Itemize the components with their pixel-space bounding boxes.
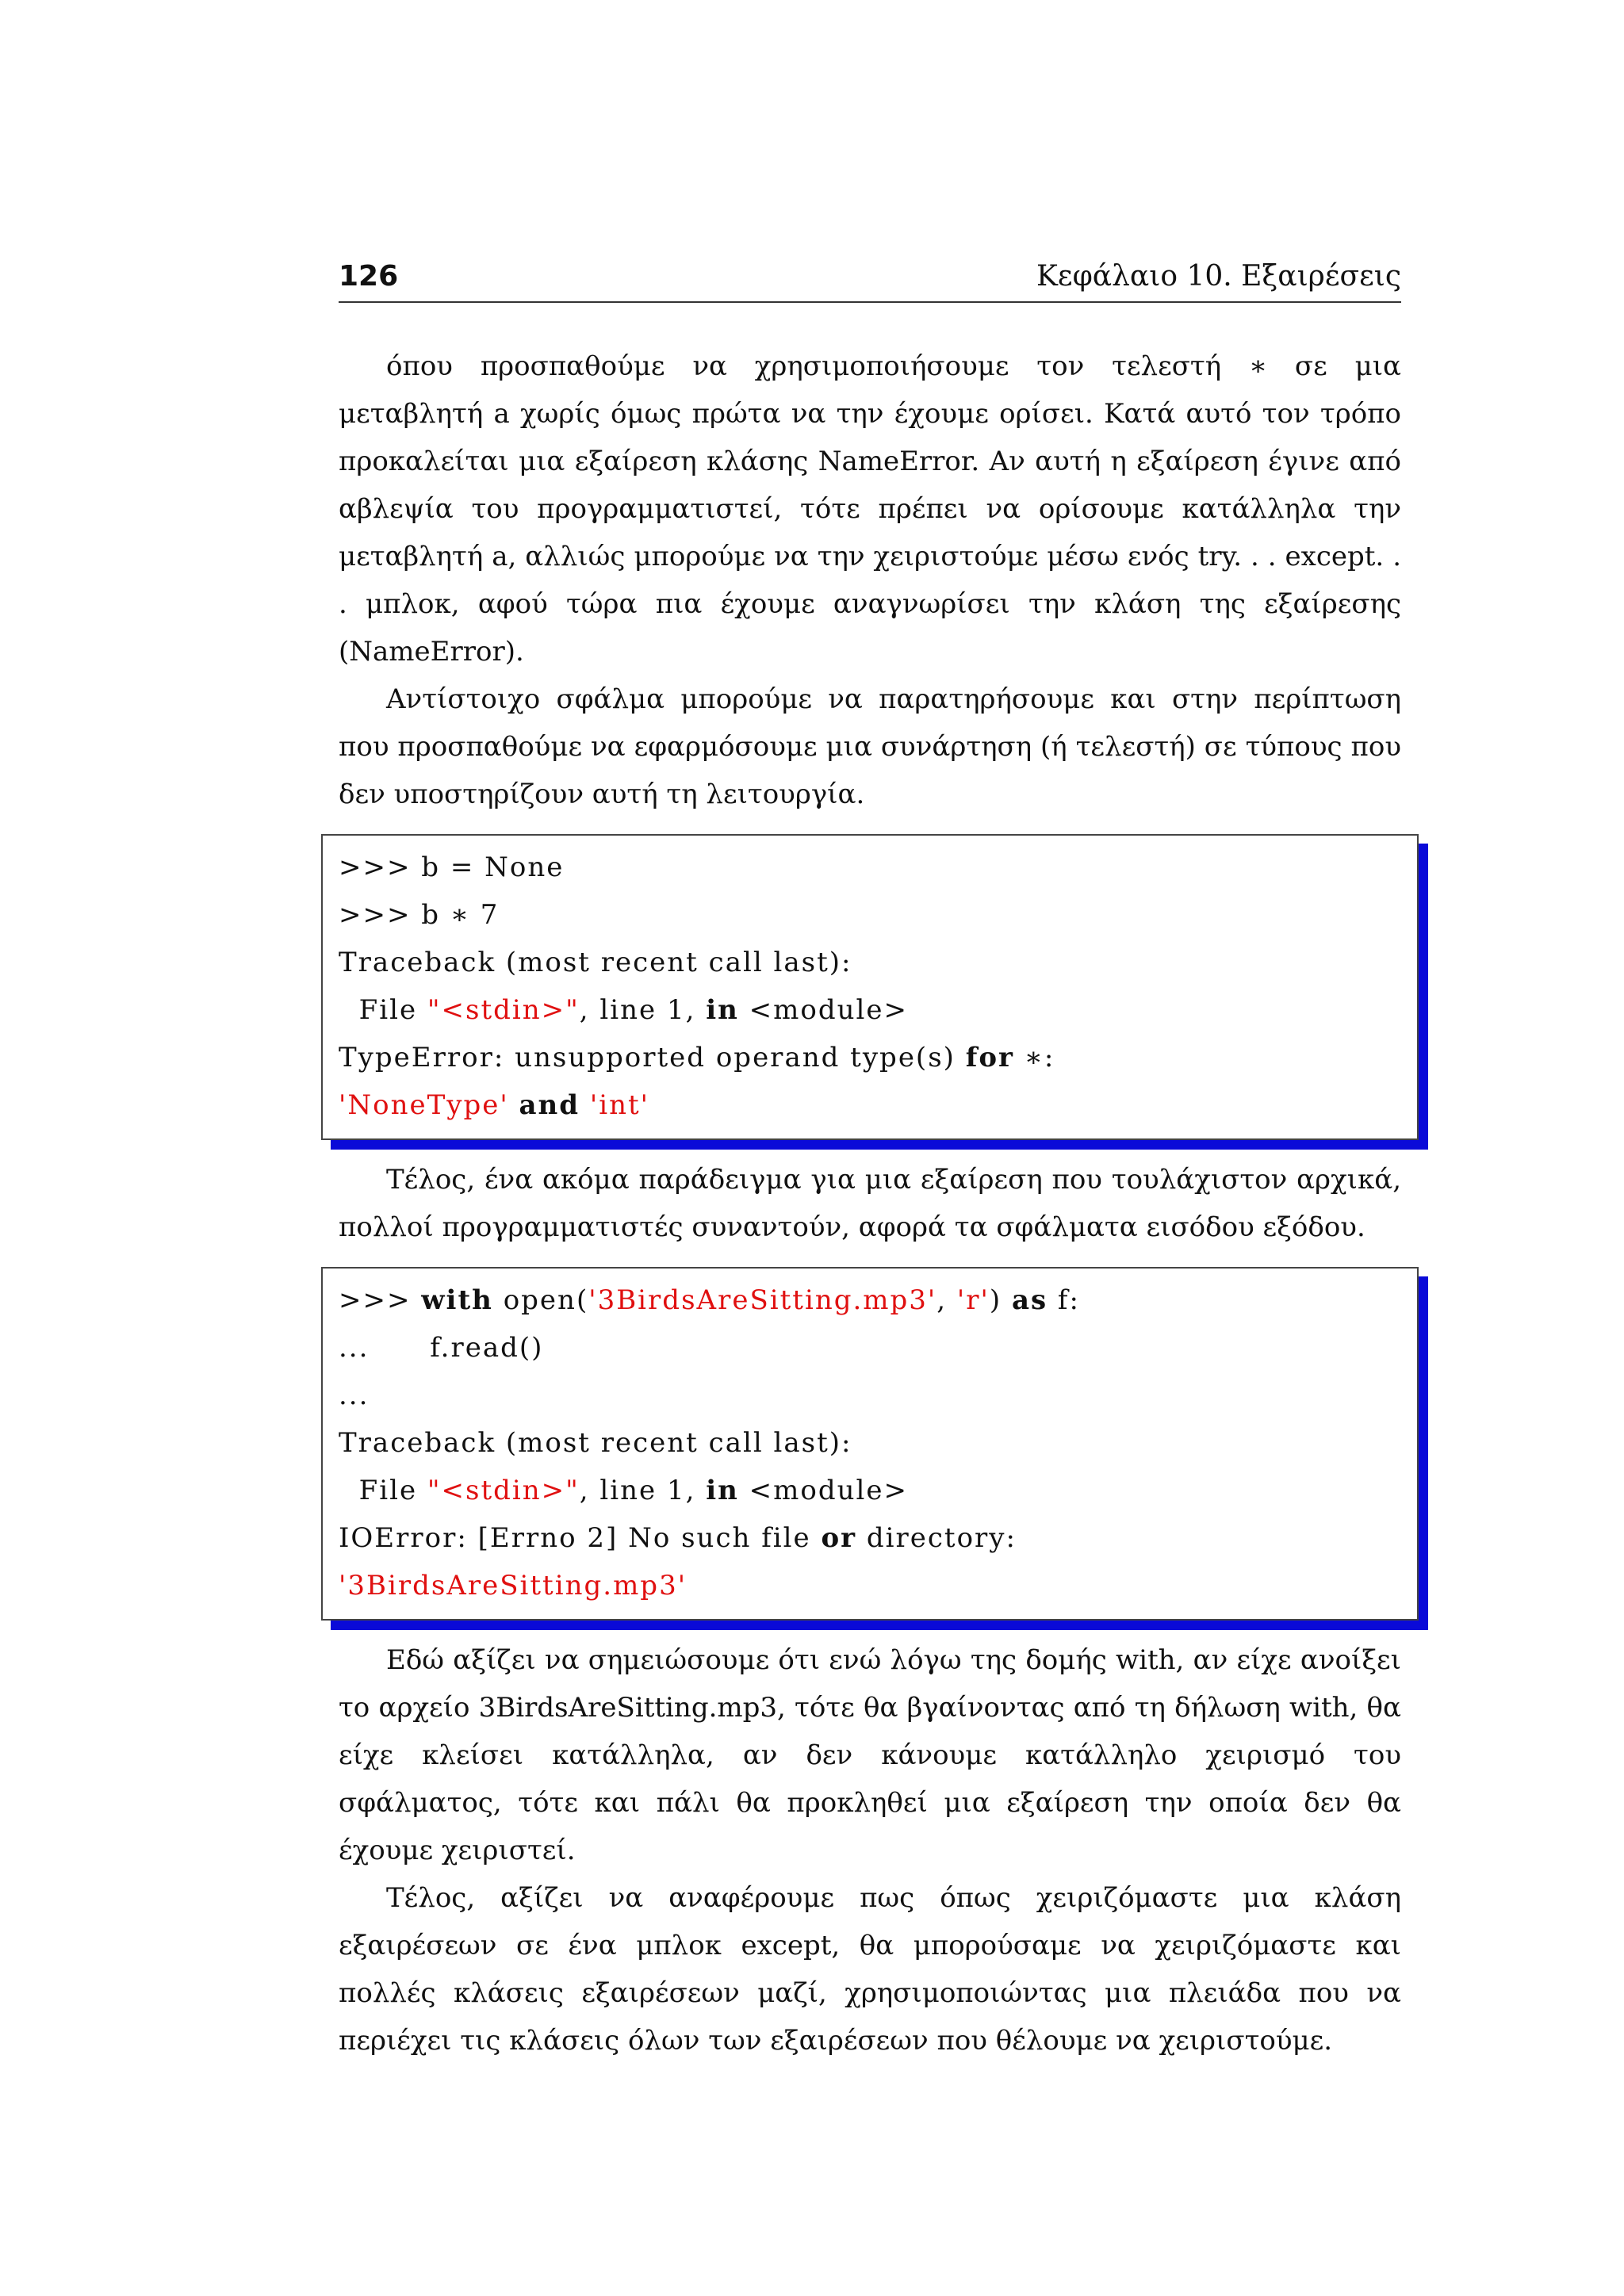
- book-page: [339, 254, 1401, 2064]
- code-block-typeerror: [321, 834, 1419, 1140]
- code-line: TypeError: unsupported operand type(s) for ∗:: [339, 1042, 1055, 1073]
- paragraph-multiple-exceptions: Τέλος, αξίζει να αναφέρουμε πως όπως χειριζόμαστε μια κλάση εξαιρέσεων σε ένα μπλοκ except, θα μπορούσαμε να χειριζόμαστε και πολλές κλάσεις εξαιρέσεων μαζί, χρησιμοποιώντας μια πλειάδα που να περιέχει τις κλάσεις όλων των εξαιρέσεων που θέλουμε να χειριστούμε.: [339, 1882, 1401, 2057]
- code-line: ...: [339, 1380, 370, 1411]
- code-line: >>> b = None: [339, 851, 565, 883]
- running-header: [339, 254, 1401, 303]
- paragraph-nameerror: όπου προσπαθούμε να χρησιμοποιήσουμε τον τελεστή ∗ σε μια μεταβλητή a χωρίς όμως πρώτα να την έχουμε ορίσει. Κατά αυτό τον τρόπο προκαλείται μια εξαίρεση κλάσης NameError. Αν αυτή η εξαίρεση έγινε από αβλεψία του προγραμματιστεί, τότε πρέπει να ορίσουμε κατάλληλα την μεταβλητή a, αλλιώς μπορούμε να την χειριστούμε μέσω ενός try. . . except. . . μπλοκ, αφού τώρα πια έχουμε αναγνωρίσει την κλάση της εξαίρεσης (NameError).: [339, 350, 1401, 668]
- code-line: '3BirdsAreSitting.mp3': [339, 1570, 688, 1601]
- code-line: Traceback (most recent call last):: [339, 1427, 852, 1459]
- chapter-title: Κεφάλαιο 10. Εξαιρέσεις: [1036, 260, 1401, 293]
- code-line: File "<stdin>", line 1, in <module>: [339, 1475, 909, 1506]
- paragraph-typeerror-intro: Αντίστοιχο σφάλμα μπορούμε να παρατηρήσουμε και στην περίπτωση που προσπαθούμε να εφαρμόσουμε μια συνάρτηση (ή τελεστή) σε τύπους που δεν υποστηρίζουν αυτή τη λειτουργία.: [339, 683, 1401, 810]
- code-line: 'NoneType' and 'int': [339, 1089, 649, 1121]
- page-number: 126: [339, 260, 399, 293]
- code-line: Traceback (most recent call last):: [339, 947, 852, 978]
- paragraph-ioerror-intro: Τέλος, ένα ακόμα παράδειγμα για μια εξαίρεση που τουλάχιστον αρχικά, πολλοί προγραμματιστές συναντούν, αφορά τα σφάλματα εισόδου εξόδου.: [339, 1164, 1401, 1243]
- code-block-ioerror: [321, 1267, 1419, 1621]
- code-line: ... f.read(): [339, 1332, 544, 1364]
- paragraph-with-statement: Εδώ αξίζει να σημειώσουμε ότι ενώ λόγω της δομής with, αν είχε ανοίξει το αρχείο 3BirdsAreSitting.mp3, τότε θα βγαίνοντας από τη δήλωση with, θα είχε κλείσει κατάλληλα, αν δεν κάνουμε κατάλληλο χειρισμό του σφάλματος, τότε και πάλι θα προκληθεί μια εξαίρεση την οποία δεν θα έχουμε χειριστεί.: [339, 1644, 1401, 1866]
- code-line: File "<stdin>", line 1, in <module>: [339, 994, 909, 1026]
- code-line: IOError: [Errno 2] No such file or directory:: [339, 1522, 1017, 1554]
- code-line: >>> with open('3BirdsAreSitting.mp3', 'r') as f:: [339, 1284, 1080, 1316]
- code-line: >>> b ∗ 7: [339, 899, 500, 931]
